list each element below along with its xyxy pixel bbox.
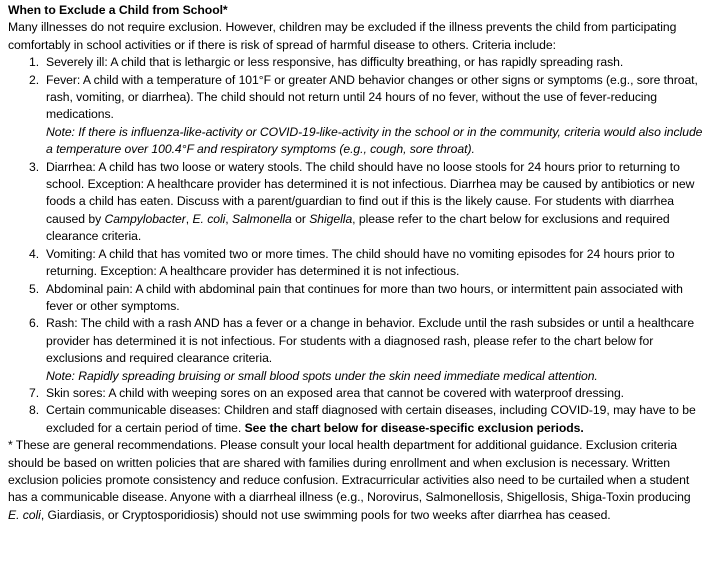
intro-paragraph: Many illnesses do not require exclusion. However, children may be excluded if the illness prevents the child from participating comfortably in school activities or if there is risk of spread of harmful disease to others. Criteria include: <box>8 20 677 52</box>
fever-note: Note: If there is influenza-like-activity or COVID-19-like-activity in the school or in the community, criteria would also include a temperature over 100.4°F and respiratory symptoms (e.g., cough, sore throat). <box>46 124 703 157</box>
criteria-text: Vomiting: A child that has vomited two or more times. The child should have no vomiting episodes for 24 hours prior to returning. Exception: A healthcare provider has determined it is not infectious. <box>46 246 675 279</box>
criteria-item-communicable-diseases <box>8 402 704 437</box>
footnote-paragraph <box>8 437 704 524</box>
criteria-text: Skin sores: A child with weeping sores on an exposed area that cannot be covered with waterproof dressing. <box>46 385 625 400</box>
criteria-item-rash <box>8 315 704 385</box>
document-title: When to Exclude a Child from School* <box>8 3 228 17</box>
criteria-text: Severely ill: A child that is lethargic or less responsive, has difficulty breathing, or has rapidly spreading rash. <box>46 55 624 70</box>
organism-campylobacter: Campylobacter <box>104 211 186 226</box>
criteria-text: Diarrhea: A child has two loose or watery stools. The child should have no loose stools for 24 hours prior to returning to school. Exception: A healthcare provider has determined it is not infectious. Diarrhea may be caused by antibiotics or new foods a child has eaten. Discuss with a parent/guardian to find out if this is the likely cause. For students with diarrhea caused by <box>46 159 695 226</box>
footnote-text-end: , Giardiasis, or Cryptosporidiosis) should not use swimming pools for two weeks after diarrhea has ceased. <box>40 507 611 522</box>
organism-ecoli: E. coli <box>192 211 226 226</box>
criteria-number: 7. <box>29 385 40 400</box>
criteria-item-severely-ill <box>8 54 704 71</box>
organism-shigella: Shigella <box>309 211 353 226</box>
criteria-item-fever <box>8 72 704 159</box>
criteria-item-abdominal-pain <box>8 281 704 316</box>
footnote-organism-ecoli: E. coli <box>8 507 41 522</box>
criteria-text-end: , please refer to the chart below for exclusions and required clearance criteria. <box>46 211 670 244</box>
criteria-number: 3. <box>29 159 40 174</box>
criteria-number: 8. <box>29 403 40 418</box>
criteria-number: 5. <box>29 281 40 296</box>
separator: , <box>225 211 232 226</box>
separator: , <box>185 211 193 226</box>
criteria-number: 6. <box>29 316 40 331</box>
criteria-text: Rash: The child with a rash AND has a fever or a change in behavior. Exclude until the rash subsides or until a healthcare provider has determined it is not infectious. For students with a diagnosed rash, please refer to the chart below for exclusions and required clearance criteria. <box>46 316 695 366</box>
separator: or <box>291 211 310 226</box>
criteria-item-diarrhea <box>8 159 704 246</box>
criteria-text: Abdominal pain: A child with abdominal pain that continues for more than two hours, or intermittent pain associated with fever or other symptoms. <box>46 281 683 313</box>
exclusion-document <box>8 2 704 524</box>
organism-salmonella: Salmonella <box>231 211 292 226</box>
criteria-text: Certain communicable diseases: Children and staff diagnosed with certain diseases, including COVID-19, may have to be excluded for a certain period of time. <box>46 403 696 435</box>
criteria-number: 2. <box>29 72 40 87</box>
criteria-number: 1. <box>29 55 40 70</box>
criteria-text: Fever: A child with a temperature of 101°F or greater AND behavior changes or other signs or symptoms (e.g., sore throat, rash, vomiting, or diarrhea). The child should not return until 24 hours of no fever, without the use of fever-reducing medications. <box>46 72 698 122</box>
rash-note: Note: Rapidly spreading bruising or small blood spots under the skin need immediate medical attention. <box>46 368 598 383</box>
exclusion-chart-reference: See the chart below for disease-specific exclusion periods. <box>244 420 584 435</box>
criteria-item-skin-sores <box>8 385 704 402</box>
criteria-item-vomiting <box>8 246 704 281</box>
footnote-text: * These are general recommendations. Please consult your local health department for additional guidance. Exclusion criteria should be based on written policies that are shared with families during enrollment and when exclusion is necessary. Written exclusion policies promote consistency and reduce confusion. Extracurricular activities also need to be curtailed when a student has a communicable disease. Anyone with a diarrheal illness (e.g., Norovirus, Salmonellosis, Shigellosis, Shiga-Toxin producing <box>8 438 691 505</box>
criteria-list <box>8 54 704 437</box>
criteria-number: 4. <box>29 246 40 261</box>
